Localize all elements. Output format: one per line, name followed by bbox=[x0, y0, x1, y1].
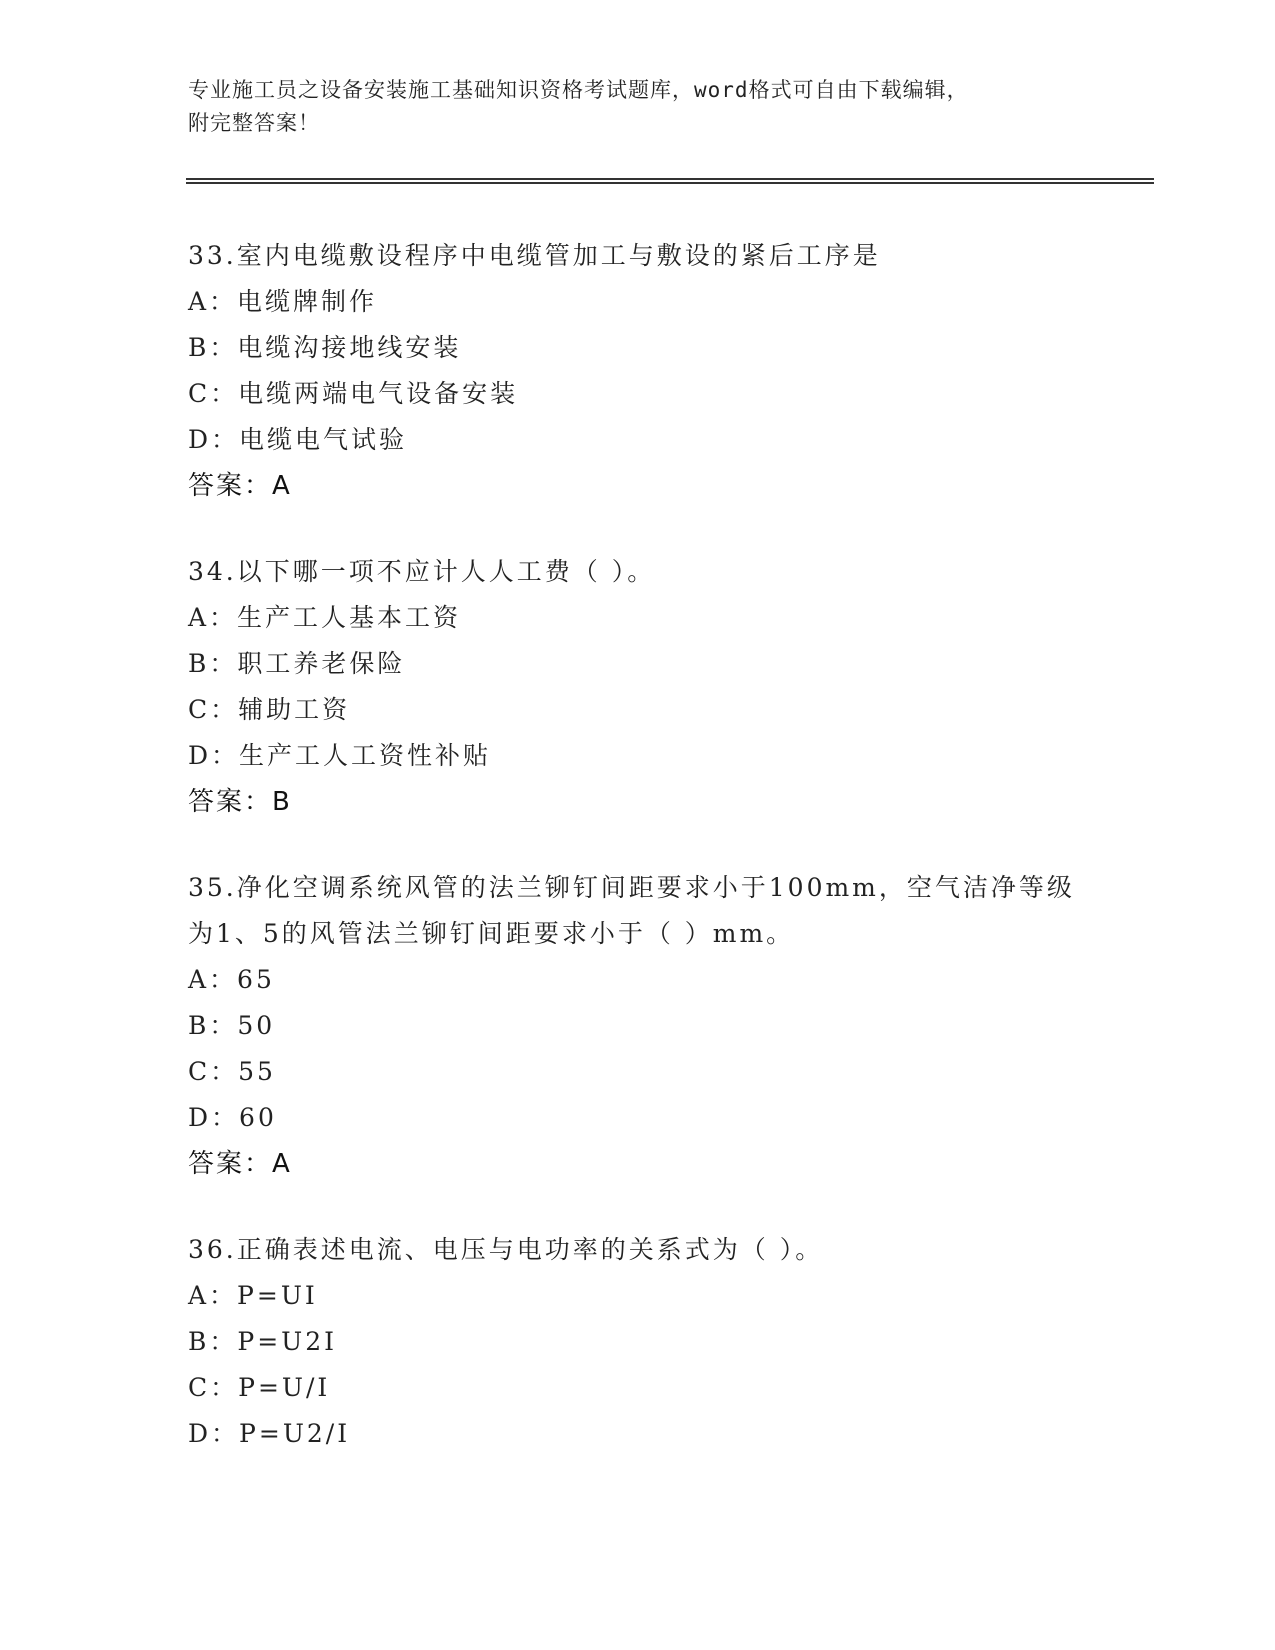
option-d: D：60 bbox=[188, 1103, 277, 1132]
option-c: C：电缆两端电气设备安装 bbox=[188, 379, 519, 408]
question-33 bbox=[188, 233, 1088, 509]
header-line-2: 附完整答案！ bbox=[188, 111, 320, 135]
option-b: B：电缆沟接地线安装 bbox=[188, 333, 462, 362]
option-b: B：50 bbox=[188, 1011, 276, 1040]
answer-label: 答案：A bbox=[188, 1149, 292, 1179]
option-c: C：P=U/I bbox=[188, 1373, 331, 1402]
question-stem: 35.净化空调系统风管的法兰铆钉间距要求小于100mm，空气洁净等级为1、5的风管法兰铆钉间距要求小于（ ）mm。 bbox=[188, 873, 1075, 948]
option-d: D：P=U2/I bbox=[188, 1419, 351, 1448]
document-header bbox=[188, 74, 1148, 140]
question-stem: 36.正确表述电流、电压与电功率的关系式为（ ）。 bbox=[188, 1235, 824, 1264]
question-list bbox=[188, 233, 1088, 1497]
option-a: A：生产工人基本工资 bbox=[188, 603, 462, 632]
option-d: D：电缆电气试验 bbox=[188, 425, 408, 454]
option-d: D：生产工人工资性补贴 bbox=[188, 741, 492, 770]
option-a: A：P=UI bbox=[188, 1281, 318, 1310]
option-c: C：55 bbox=[188, 1057, 276, 1086]
question-34 bbox=[188, 549, 1088, 825]
question-35 bbox=[188, 865, 1088, 1187]
option-a: A：电缆牌制作 bbox=[188, 287, 378, 316]
option-a: A：65 bbox=[188, 965, 275, 994]
option-c: C：辅助工资 bbox=[188, 695, 351, 724]
option-b: B：P=U2I bbox=[188, 1327, 337, 1356]
question-stem: 34.以下哪一项不应计人人工费（ ）。 bbox=[188, 557, 656, 586]
question-stem: 33.室内电缆敷设程序中电缆管加工与敷设的紧后工序是 bbox=[188, 241, 881, 270]
question-36 bbox=[188, 1227, 1088, 1457]
answer-label: 答案：B bbox=[188, 787, 292, 817]
header-double-rule bbox=[186, 178, 1154, 184]
option-b: B：职工养老保险 bbox=[188, 649, 406, 678]
header-line-1: 专业施工员之设备安装施工基础知识资格考试题库，word格式可自由下载编辑， bbox=[188, 78, 969, 102]
answer-label: 答案：A bbox=[188, 471, 292, 501]
